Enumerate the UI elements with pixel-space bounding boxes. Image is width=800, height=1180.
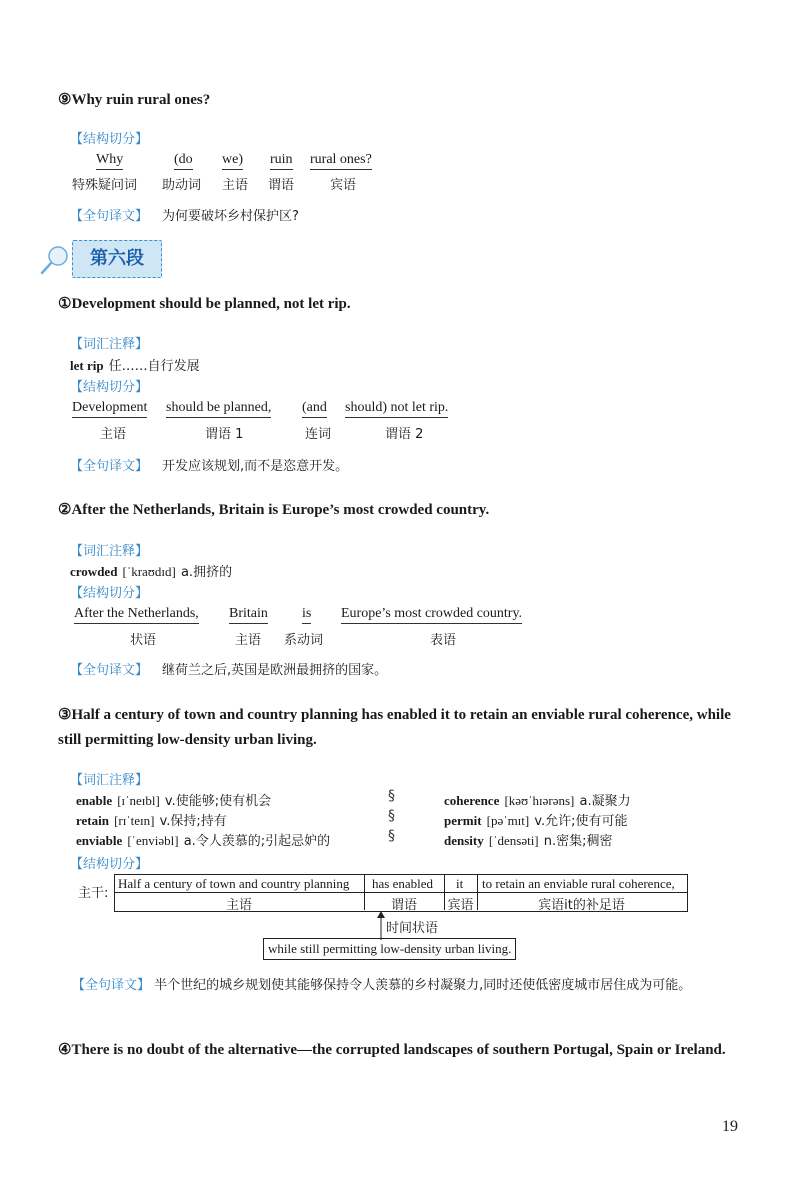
part-label: 主语 — [225, 898, 252, 913]
structure-tag: 【结构切分】 — [70, 132, 149, 147]
magnifier-icon — [38, 243, 72, 277]
vocab-phonetic: [ˈdensəti] — [488, 833, 539, 848]
part-text: Europe’s most crowded country. — [341, 606, 522, 624]
vocab-def: a.凝聚力 — [579, 794, 631, 809]
translation-tag: 【全句译文】 — [70, 209, 149, 224]
translation-tag: 【全句译文】 — [70, 459, 149, 474]
vocab-tag: 【词汇注释】 — [70, 773, 149, 788]
vocab-entry — [444, 790, 631, 809]
section-badge — [72, 240, 162, 278]
vocab-phonetic: [rɪˈteɪn] — [114, 813, 155, 828]
part-label: 谓语 — [268, 178, 295, 193]
sentence-2: ②After the Netherlands, Britain is Europe’s most crowded country. — [58, 502, 490, 518]
sentence-1: ①Development should be planned, not let rip. — [58, 296, 351, 312]
part-label: 谓语 — [390, 898, 417, 913]
part-text: should be planned, — [166, 400, 271, 418]
vocab-entry — [76, 810, 227, 829]
part-text: has enabled — [372, 876, 434, 891]
translation-paragraph — [72, 974, 762, 998]
translation-tag: 【全句译文】 — [72, 978, 151, 993]
page-number: 19 — [722, 1118, 738, 1135]
part-label: 助动词 — [162, 178, 202, 193]
vocab-def: a.令人羡慕的;引起忌妒的 — [183, 834, 331, 849]
part-label: 宾语 — [447, 898, 474, 913]
vocab-phonetic: [ˈenviəbl] — [127, 833, 179, 848]
part-text: we) — [222, 152, 243, 170]
structure-tag: 【结构切分】 — [70, 586, 149, 601]
trunk-divider — [114, 892, 687, 893]
vocab-phonetic: [pəˈmɪt] — [486, 813, 530, 828]
vocab-def: v.允许;使有可能 — [534, 814, 628, 829]
section-title: 第六段 — [90, 248, 144, 269]
structure-tag: 【结构切分】 — [70, 380, 149, 395]
part-text: rural ones? — [310, 152, 372, 170]
translation-text: 开发应该规划,而不是恣意开发。 — [162, 459, 349, 474]
part-text: Why — [96, 152, 123, 170]
main-label: 主干: — [78, 886, 109, 901]
vocab-entry — [76, 790, 271, 809]
part-label: 特殊疑问词 — [72, 178, 138, 193]
adverbial-label: 时间状语 — [386, 921, 439, 936]
part-label: 主语 — [235, 633, 262, 648]
vocab-def: v.使能够;使有机会 — [164, 794, 272, 809]
vocab-word: coherence — [444, 793, 500, 808]
part-text: ruin — [270, 152, 293, 170]
separator-squiggle: § — [388, 788, 395, 804]
part-label: 宾语 — [330, 178, 357, 193]
vocab-word: crowded — [70, 564, 118, 579]
vocab-entry — [70, 561, 232, 580]
part-label: 谓语 1 — [205, 427, 244, 442]
part-label: 表语 — [430, 633, 457, 648]
vocab-word: density — [444, 833, 484, 848]
vocab-phonetic: [ˈkraʊdɪd] — [122, 564, 176, 579]
separator-squiggle: § — [388, 808, 395, 824]
part-text: it — [456, 876, 464, 891]
part-label: 连词 — [305, 427, 332, 442]
part-text: Development — [72, 400, 147, 418]
part-label: 谓语 2 — [385, 427, 424, 442]
part-text: Britain — [229, 606, 268, 624]
sentence-4: ④There is no doubt of the alternative—the corrupted landscapes of southern Portugal, Spain or Ireland. — [58, 1042, 726, 1058]
part-label: 宾语it的补足语 — [538, 898, 625, 913]
part-text: (and — [302, 400, 327, 418]
vocab-phonetic: [kəʊˈhɪərəns] — [504, 793, 575, 808]
vocab-word: let rip — [70, 358, 104, 373]
part-text: (do — [174, 152, 193, 170]
translation-text: 半个世纪的城乡规划使其能够保持令人羡慕的乡村凝聚力,同时还使低密度城市居住成为可能。 — [154, 978, 692, 993]
translation-text: 继荷兰之后,英国是欧洲最拥挤的国家。 — [162, 663, 388, 678]
vocab-word: enviable — [76, 833, 123, 848]
vocab-entry — [76, 830, 330, 849]
vocab-word: enable — [76, 793, 113, 808]
translation-tag: 【全句译文】 — [70, 663, 149, 678]
vocab-word: permit — [444, 813, 482, 828]
vocab-def: a.拥挤的 — [180, 565, 233, 580]
part-label: 系动词 — [284, 633, 324, 648]
vocab-phonetic: [ɪˈneɪbl] — [117, 793, 160, 808]
structure-tag: 【结构切分】 — [70, 857, 149, 872]
part-label: 主语 — [100, 427, 127, 442]
vocab-def: 任……自行发展 — [108, 359, 200, 374]
translation-text: 为何要破坏乡村保护区? — [162, 209, 299, 224]
vocab-entry — [70, 355, 200, 374]
vocab-entry — [444, 830, 613, 849]
vocab-def: n.密集;稠密 — [543, 834, 613, 849]
vocab-tag: 【词汇注释】 — [70, 337, 149, 352]
part-text: should) not let rip. — [345, 400, 448, 418]
vocab-tag: 【词汇注释】 — [70, 544, 149, 559]
part-text: Half a century of town and country planning — [118, 876, 350, 891]
sentence-9: ⑨Why ruin rural ones? — [58, 92, 211, 108]
vocab-word: retain — [76, 813, 109, 828]
vocab-def: v.保持;持有 — [159, 814, 227, 829]
part-text: to retain an enviable rural coherence, — [482, 876, 675, 891]
sentence-3: ③Half a century of town and country planning has enabled it to retain an enviable rural coherence, while still permitting low-density urban living. — [58, 707, 731, 748]
part-label: 主语 — [222, 178, 249, 193]
part-label: 状语 — [130, 633, 157, 648]
part-text: After the Netherlands, — [74, 606, 199, 624]
adverbial-box: while still permitting low-density urban living. — [263, 938, 516, 960]
vocab-entry — [444, 810, 628, 829]
separator-squiggle: § — [388, 828, 395, 844]
part-text: is — [302, 606, 311, 624]
up-arrow-icon — [376, 911, 386, 941]
